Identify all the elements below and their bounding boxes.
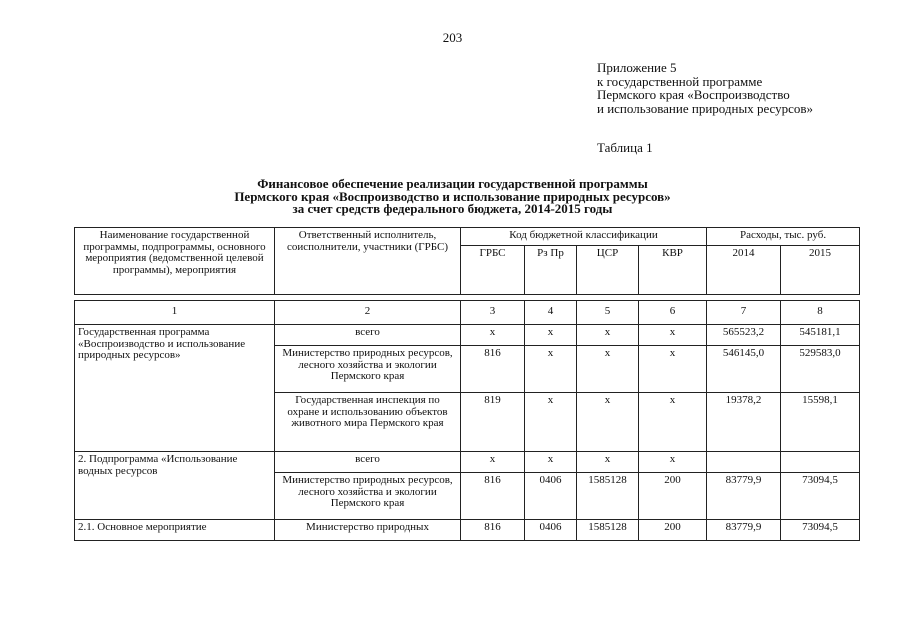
title-line: за счет средств федерального бюджета, 2014-2015 годы [292, 201, 613, 216]
column-number-row [75, 301, 860, 325]
header-grbs: ГРБС [461, 246, 525, 295]
amount-2015-cell [781, 452, 860, 473]
grbs-cell: 816 [461, 473, 525, 520]
grbs-cell: 816 [461, 346, 525, 393]
rzpr-cell: х [525, 393, 577, 452]
header-budget-code: Код бюджетной классификации [461, 228, 707, 246]
rzpr-cell: 0406 [525, 473, 577, 520]
column-number: 2 [275, 301, 461, 325]
grbs-cell: х [461, 452, 525, 473]
amount-2014-cell: 546145,0 [707, 346, 781, 393]
csr-cell: х [577, 325, 639, 346]
column-number: 5 [577, 301, 639, 325]
header-expenses: Расходы, тыс. руб. [707, 228, 860, 246]
executor-cell: всего [275, 325, 461, 346]
header-kvr: КВР [639, 246, 707, 295]
header-rzpr: Рз Пр [525, 246, 577, 295]
header-executor: Ответственный исполнитель, соисполнители, участники (ГРБС) [275, 228, 461, 295]
rzpr-cell: х [525, 346, 577, 393]
header-2015: 2015 [781, 246, 860, 295]
executor-cell: Министерство природных ресурсов, лесного хозяйства и экологии Пермского края [275, 346, 461, 393]
grbs-cell: 819 [461, 393, 525, 452]
kvr-cell: х [639, 393, 707, 452]
header-csr: ЦСР [577, 246, 639, 295]
rzpr-cell: 0406 [525, 520, 577, 541]
header-name: Наименование государственной программы, подпрограммы, основного мероприятия (ведомственной целевой программы), мероприятия [75, 228, 275, 295]
csr-cell: х [577, 452, 639, 473]
grbs-cell: х [461, 325, 525, 346]
amount-2014-cell: 83779,9 [707, 473, 781, 520]
executor-cell: Министерство природных [275, 520, 461, 541]
appendix-line: Пермского края «Воспроизводство [597, 87, 790, 102]
page-number: 203 [442, 30, 463, 45]
column-number: 3 [461, 301, 525, 325]
appendix-line: к государственной программе [597, 73, 763, 89]
rzpr-cell: х [525, 452, 577, 473]
kvr-cell: х [639, 325, 707, 346]
title-line: Финансовое обеспечение реализации государственной программы [257, 176, 648, 191]
appendix-line: Приложение 5 [597, 60, 677, 75]
document-title [0, 178, 905, 216]
csr-cell: х [577, 393, 639, 452]
amount-2015-cell: 73094,5 [781, 473, 860, 520]
amount-2014-cell: 565523,2 [707, 325, 781, 346]
header-2014: 2014 [707, 246, 781, 295]
amount-2015-cell: 545181,1 [781, 325, 860, 346]
kvr-cell: х [639, 452, 707, 473]
amount-2014-cell: 83779,9 [707, 520, 781, 541]
appendix-note [597, 61, 813, 115]
title-line: Пермского края «Воспроизводство и использование природных ресурсов» [234, 188, 671, 204]
financing-table [74, 227, 860, 541]
amount-2015-cell: 73094,5 [781, 520, 860, 541]
csr-cell: 1585128 [577, 520, 639, 541]
amount-2014-cell [707, 452, 781, 473]
kvr-cell: 200 [639, 520, 707, 541]
table-row [75, 520, 860, 541]
kvr-cell: х [639, 346, 707, 393]
amount-2014-cell: 19378,2 [707, 393, 781, 452]
table-label: Таблица 1 [597, 140, 653, 155]
executor-cell: всего [275, 452, 461, 473]
kvr-cell: 200 [639, 473, 707, 520]
header-row [75, 228, 860, 246]
column-number: 7 [707, 301, 781, 325]
column-number: 1 [75, 301, 275, 325]
table-row [75, 325, 860, 346]
column-number: 6 [639, 301, 707, 325]
appendix-line: и использование природных ресурсов» [597, 100, 814, 116]
amount-2015-cell: 529583,0 [781, 346, 860, 393]
activity-name-cell: 2.1. Основное мероприятие [75, 520, 275, 541]
executor-cell: Министерство природных ресурсов, лесного хозяйства и экологии Пермского края [275, 473, 461, 520]
executor-cell: Государственная инспекция по охране и использованию объектов животного мира Пермского края [275, 393, 461, 452]
program-name-cell: Государственная программа «Воспроизводство и использование природных ресурсов» [75, 325, 275, 452]
amount-2015-cell: 15598,1 [781, 393, 860, 452]
csr-cell: х [577, 346, 639, 393]
column-number: 8 [781, 301, 860, 325]
csr-cell: 1585128 [577, 473, 639, 520]
grbs-cell: 816 [461, 520, 525, 541]
table-row [75, 452, 860, 473]
rzpr-cell: х [525, 325, 577, 346]
subprogram-name-cell: 2. Подпрограмма «Использование водных ресурсов [75, 452, 275, 520]
column-number: 4 [525, 301, 577, 325]
